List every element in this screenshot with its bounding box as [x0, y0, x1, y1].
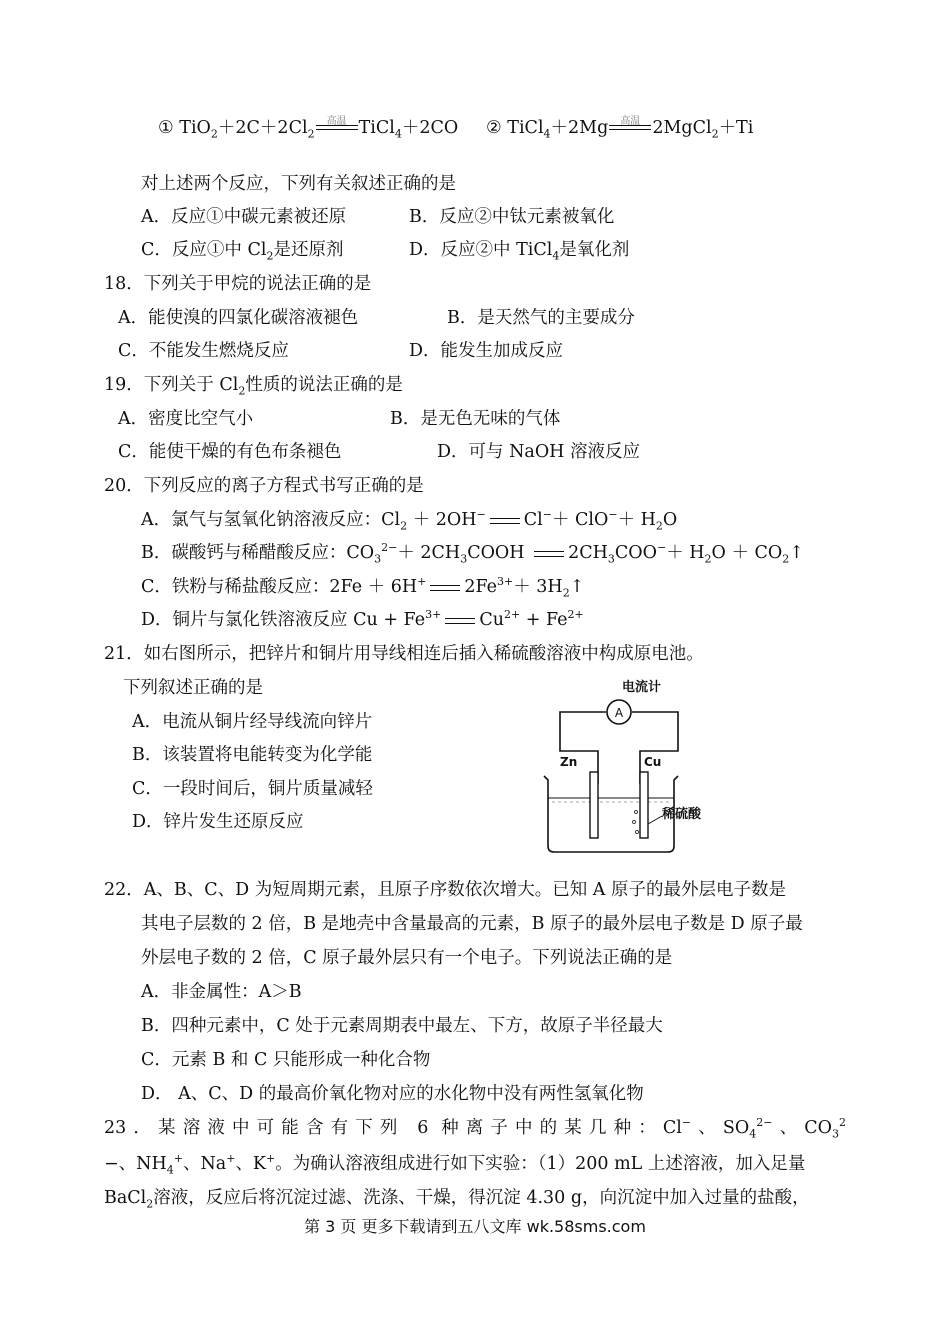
q18-stem: 18．下列关于甲烷的说法正确的是 — [104, 274, 372, 294]
q20-stem: 20．下列反应的离子方程式书写正确的是 — [104, 476, 424, 496]
copper-plate — [640, 772, 648, 838]
acid-label: 稀硫酸 — [662, 807, 702, 822]
high-temp-condition: 高温 — [316, 122, 358, 136]
q21-option-c: C．一段时间后，铜片质量减轻 — [132, 779, 373, 799]
q19-option-b: B．是无色无味的气体 — [390, 409, 561, 429]
q18-option-a: A．能使溴的四氯化碳溶液褪色 — [118, 308, 359, 328]
q22-option-d: D． A、C、D 的最高价氧化物对应的水化物中没有两性氢氧化物 — [141, 1084, 644, 1104]
q20-option-d: D．铜片与氯化铁溶液反应 $Cu + Fe^{3+}$ $Cu^{2+} + Fe^{2+}$ — [141, 608, 584, 630]
q23-line-2: −、$NH_4^+$、Na+、K+。为确认溶液组成进行如下实验：（1）200 mL 上述溶液，加入足量 — [104, 1152, 806, 1177]
q22-line-1: 22．A、B、C、D 为短周期元素，且原子序数依次增大。已知 A 原子的最外层电子数是 — [104, 880, 787, 900]
q20-option-b: B．碳酸钙与稀醋酸反应：$CO_3^{2-}+$ $2CH_3COOH$ $2CH_3COO^-+ H_2O$ ＋ $CO_2↑$ — [141, 541, 804, 566]
q22-option-a: A．非金属性：A＞B — [141, 982, 302, 1002]
q22-option-c: C．元素 B 和 C 只能形成一种化合物 — [141, 1050, 431, 1070]
reaction-2: ② TiCl$_4$＋2Mg 高温 2MgCl$_2$＋Ti — [486, 115, 754, 141]
q20-option-c: C．铁粉与稀盐酸反应：2Fe ＋ 6H+ $2Fe^{3+}+$ $3H_2↑$ — [141, 575, 585, 600]
beaker — [544, 776, 678, 852]
reaction-1: ① $TiO_2+2C+2Cl_2$ 高温 TiCl$_4$＋2CO — [158, 115, 459, 141]
q22-line-2: 其电子层数的 2 倍，B 是地壳中含量最高的元素，B 原子的最外层电子数是 D 原子最 — [141, 914, 803, 934]
q20-option-a: A．氯气与氢氧化钠溶液反应：$Cl_2 + 2OH^-$ $Cl^-+ ClO^-+ H_2O$ — [141, 508, 678, 533]
q19-option-a: A．密度比空气小 — [118, 409, 254, 429]
q17-option-d: D．反应②中 TiCl$_4$是氧化剂 — [409, 240, 630, 263]
q19-option-d: D．可与 NaOH 溶液反应 — [437, 442, 641, 462]
q19-option-c: C．能使干燥的有色布条褪色 — [118, 442, 342, 462]
svg-text:A: A — [614, 706, 624, 720]
q17-stem: 对上述两个反应，下列有关叙述正确的是 — [141, 174, 456, 194]
q21-stem-2: 下列叙述正确的是 — [123, 678, 263, 698]
q21-option-d: D．锌片发生还原反应 — [132, 812, 304, 832]
q22-line-3: 外层电子数的 2 倍，C 原子最外层只有一个电子。下列说法正确的是 — [141, 948, 673, 968]
q21-stem: 21．如右图所示，把锌片和铜片用导线相连后插入稀硫酸溶液中构成原电池。 — [104, 644, 704, 664]
zinc-plate — [590, 772, 598, 838]
q22-option-b: B．四种元素中，C 处于元素周期表中最左、下方，故原子半径最大 — [141, 1016, 663, 1036]
page-footer: 第 3 页 更多下载请到五八文库 wk.58sms.com — [304, 1217, 646, 1236]
q18-option-d: D．能发生加成反应 — [409, 341, 564, 361]
q18-option-b: B．是天然气的主要成分 — [447, 308, 635, 328]
zn-label: Zn — [560, 755, 578, 769]
q23-line-3: BaCl$_2$溶液，反应后将沉淀过滤、洗涤、干燥，得沉淀 4.30 g，向沉淀中加入过量的盐酸， — [104, 1188, 810, 1211]
q19-stem: 19．下列关于 $Cl_2$性质的说法正确的是 — [104, 375, 403, 398]
q17-option-a: A．反应①中碳元素被还原 — [141, 207, 347, 227]
q23-line-1: 23．某溶液中可能含有下列 6 种离子中的某几种：Cl−、$SO_4^{2-}$、$CO_3^2$ — [104, 1116, 846, 1141]
q21-option-b: B．该装置将电能转变为化学能 — [132, 745, 373, 765]
q17-option-c: C．反应①中 $Cl_2$是还原剂 — [141, 240, 344, 263]
high-temp-condition: 高温 — [609, 122, 651, 136]
galvanic-cell-figure — [538, 676, 728, 858]
ammeter-label: 电流计 — [622, 680, 662, 695]
q21-option-a: A．电流从铜片经导线流向锌片 — [132, 712, 373, 732]
q18-option-c: C．不能发生燃烧反应 — [118, 341, 289, 361]
cu-label: Cu — [644, 755, 662, 769]
q17-option-b: B．反应②中钛元素被氧化 — [409, 207, 615, 227]
